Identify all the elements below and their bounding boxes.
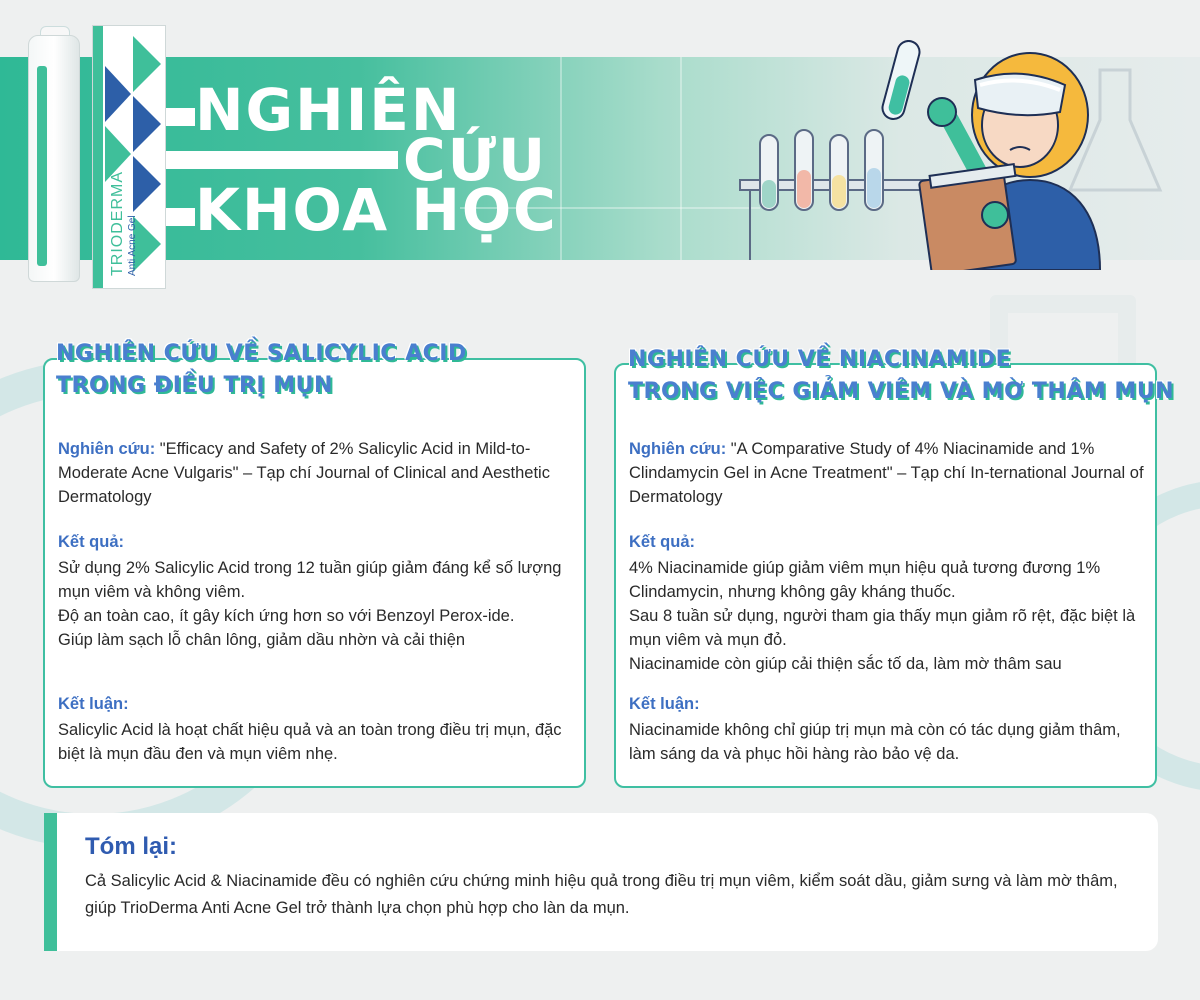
- conclusion-label: Kết luận:: [58, 695, 129, 713]
- niacinamide-card-heading: [628, 344, 1174, 408]
- product-brand: TRIODERMA: [109, 171, 126, 276]
- niacinamide-study-info: [629, 437, 1145, 509]
- result-item: Giúp làm sạch lỗ chân lông, giảm dầu nhờn và cải thiện: [58, 631, 466, 649]
- niacinamide-results: [629, 530, 1145, 676]
- study-citation: "Efficacy and Safety of 2% Salicylic Acid in Mild-to-Moderate Acne Vulgaris" – Tạp chí Journal of Clinical and Aesthetic Dermatology: [58, 440, 550, 506]
- salicylic-heading-line-2: TRONG ĐIỀU TRỊ MỤN: [56, 373, 333, 398]
- summary-text: Cả Salicylic Acid & Niacinamide đều có nghiên cứu chứng minh hiệu quả trong điều trị mụn viêm, kiểm soát dầu, giảm sưng và làm mờ thâm, giúp TrioDerma Anti Acne Gel trở thành lựa chọn phù hợp cho làn da mụn.: [85, 872, 1118, 917]
- salicylic-results: [58, 530, 574, 652]
- result-item: Độ an toàn cao, ít gây kích ứng hơn so với Benzoyl Perox-ide.: [58, 607, 515, 625]
- niacinamide-conclusion: [629, 692, 1145, 766]
- study-citation: "A Comparative Study of 4% Niacinamide and 1% Clindamycin Gel in Acne Treatment" – Tạp chí In-ternational Journal of Dermatology: [629, 440, 1144, 506]
- results-label: Kết quả:: [58, 533, 124, 551]
- summary-box: [44, 813, 1158, 951]
- product-box: [92, 25, 166, 289]
- conclusion-label: Kết luận:: [629, 695, 700, 713]
- scientist-illustration: [720, 40, 1200, 270]
- result-item: Niacinamide còn giúp cải thiện sắc tố da, làm mờ thâm sau: [629, 655, 1062, 673]
- banner-title-line-2: CỨU: [403, 126, 548, 194]
- result-item: Sử dụng 2% Salicylic Acid trong 12 tuần giúp giảm đáng kể số lượng mụn viêm và không viêm.: [58, 559, 562, 601]
- study-label: Nghiên cứu:: [629, 440, 727, 458]
- product-name: Anti Acne Gel: [127, 215, 138, 276]
- niacinamide-heading-line-1: NGHIÊN CỨU VỀ NIACINAMIDE: [628, 347, 1012, 372]
- study-label: Nghiên cứu:: [58, 440, 156, 458]
- product-label: [109, 36, 138, 276]
- salicylic-heading-line-1: NGHIÊN CỨU VỀ SALICYLIC ACID: [56, 341, 467, 366]
- results-label: Kết quả:: [629, 533, 695, 551]
- summary-title: Tóm lại:: [85, 833, 178, 860]
- product-tube: [28, 35, 80, 282]
- result-item: Sau 8 tuần sử dụng, người tham gia thấy mụn giảm rõ rệt, đặc biệt là mụn viêm và mụn đỏ.: [629, 607, 1136, 649]
- banner-title-line-1: NGHIÊN: [195, 76, 462, 144]
- title-accent-bar-2: [150, 151, 398, 169]
- conclusion-text: Salicylic Acid là hoạt chất hiệu quả và an toàn trong điều trị mụn, đặc biệt là mụn đầu đen và mụn viêm nhẹ.: [58, 721, 562, 763]
- salicylic-study-info: [58, 437, 574, 509]
- niacinamide-heading-line-2: TRONG VIỆC GIẢM VIÊM VÀ MỜ THÂM MỤN: [628, 379, 1175, 404]
- result-item: 4% Niacinamide giúp giảm viêm mụn hiệu quả tương đương 1% Clindamycin, nhưng không gây kháng thuốc.: [629, 559, 1101, 601]
- conclusion-text: Niacinamide không chỉ giúp trị mụn mà còn có tác dụng giảm thâm, làm sáng da và phục hồi hàng rào bảo vệ da.: [629, 721, 1121, 763]
- salicylic-conclusion: [58, 692, 574, 766]
- banner-title-line-3: KHOA HỌC: [195, 176, 558, 244]
- salicylic-card-heading: [56, 338, 467, 402]
